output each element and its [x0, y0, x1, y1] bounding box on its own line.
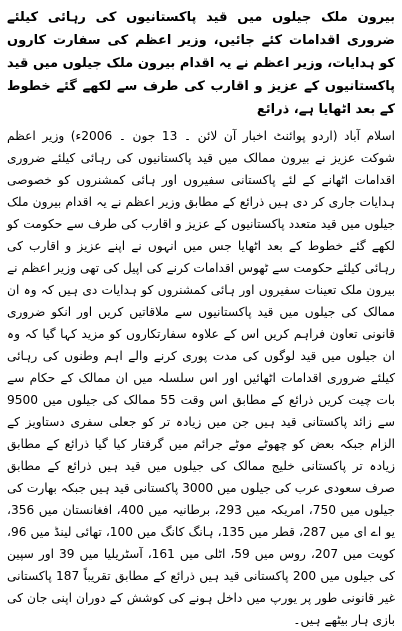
article-headline: بیرون ملک جیلوں میں قید پاکستانیوں کی رہائی کیلئے ضروری اقدامات کئے جائیں، وزیر اعظم کی سفارت کاروں کو ہدایات، وزیر اعظم نے یہ اقدام بیرون ملک جیلوں میں قید پاکستانیوں کے عزیز و اقارب کی طرف سے لکھے گئے خطوط کے بعد اٹھایا ہے، ذرائع	[7, 10, 395, 117]
article-body: اسلام آباد (اردو پوائنٹ اخبار آن لائن ۔ 13 جون ۔ 2006ء) وزیر اعظم شوکت عزیز نے بیرون ممالک میں قید پاکستانیوں کی رہائی کیلئے ضروری اقدامات اٹھانے کے لئے پاکستانی سفیروں اور ہائی کمشنروں کو خصوصی ہدایات جاری کر دی ہیں ذرائع کے مطابق وزیر اعظم نے یہ اقدام بیرون ملک جیلوں میں قید متعدد پاکستانیوں کے عزیز و اقارب کی طرف سے حکومت کو لکھے گئے خطوط کے بعد اٹھایا جس میں انہوں نے اپنے عزیز و اقارب کی رہائی کیلئے حکومت سے ٹھوس اقدامات کرنے کی اپیل کی تھی وزیر اعظم نے بیرون ملک تعینات سفیروں اور ہائی کمشنروں کو ہدایات دی ہیں کہ وہ ان ممالک کی جیلوں میں قید پاکستانیوں سے ملاقاتیں کریں اور انکو ضروری قانونی تعاون فراہم کریں اس کے علاوہ سفارتکاروں کو مزید کہا گیا کہ وہ ان جیلوں میں قید لوگوں کی مدت پوری کرنے والے اہم وطنوں کی رہائی کیلئے ضروری اقدامات اٹھائیں اور اس سلسلہ میں ان ممالک کے حکام سے بات چیت کریں ذرائع کے مطابق اس وقت 55 ممالک کی جیلوں میں 9500 سے زائد پاکستانی قید ہیں جن میں زیادہ تر کو جعلی سفری دستاویز کے الزام جبکہ بعض کو چھوٹے موٹے جرائم میں گرفتار کیا گیا ذرائع کے مطابق زیادہ تر پاکستانی خلیج ممالک کی جیلوں میں قید ہیں ذرائع کے مطابق صرف سعودی عرب کی جیلوں میں 3000 پاکستانی قید ہیں جبکہ بھارت کی جیلوں میں 750، امریکہ میں 293، برطانیہ میں 400، افغانستان میں 356، یو اے ای میں 287، قطر میں 135، ہانگ کانگ میں 100، تھائی لینڈ میں 96، کویت میں 207، روس میں 59، اٹلی میں 161، آسٹریلیا میں 39 اور سپین کی جیلوں میں 200 پاکستانی قید ہیں ذرائع کے مطابق تقریباً 187 پاکستانی غیر قانونی طور پر یورپ میں داخل ہونے کی کوشش کے دوران اپنی جان کی بازی ہار بیٹھے ہیں۔	[7, 129, 396, 627]
